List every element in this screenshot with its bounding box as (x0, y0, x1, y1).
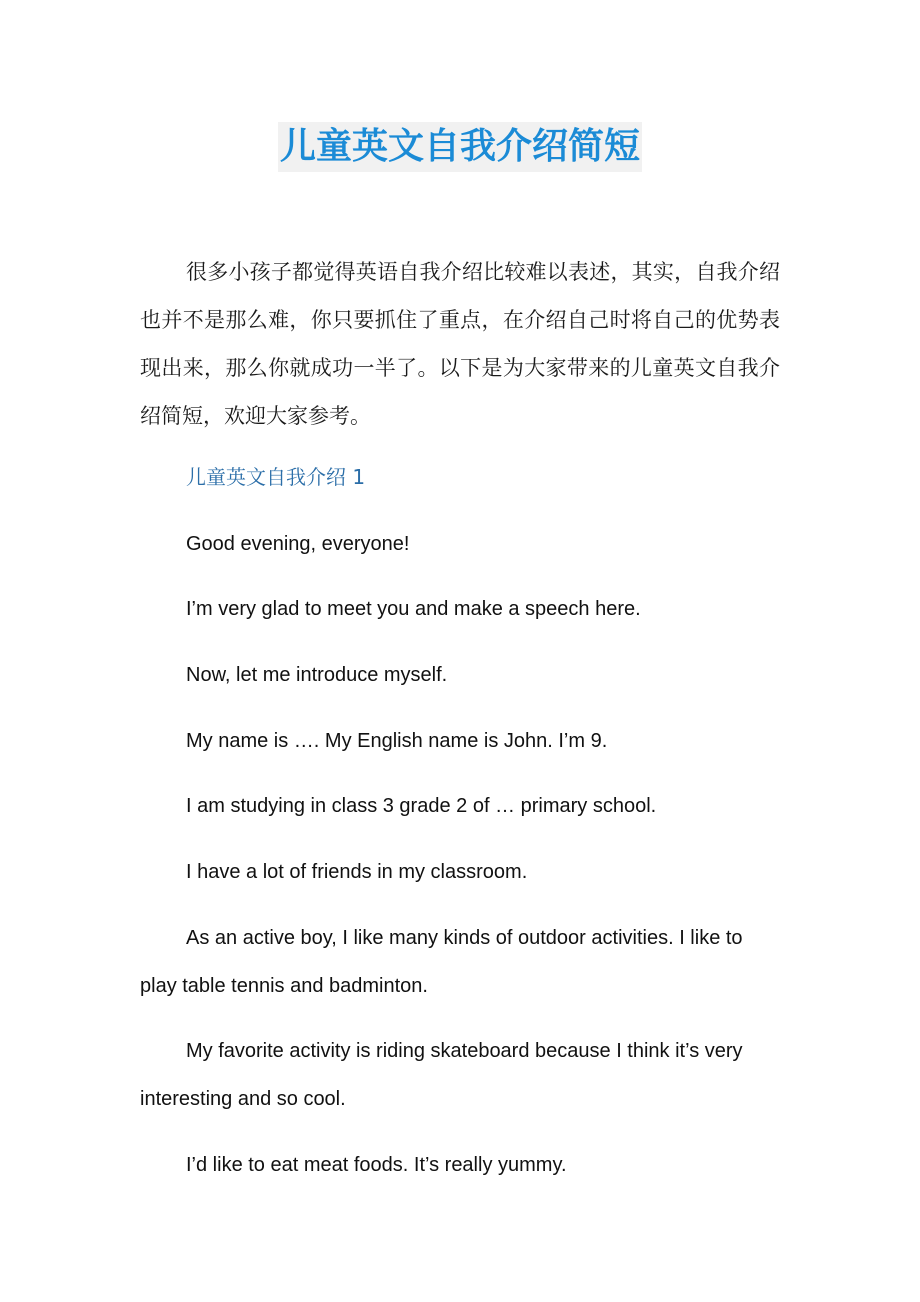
paragraph: I am studying in class 3 grade 2 of … primary school. (186, 795, 657, 817)
paragraph: As an active boy, I like many kinds of outdoor activities. I like to play table tennis and badminton. (140, 927, 743, 997)
paragraph: I’d like to eat meat foods. It’s really yummy. (186, 1154, 567, 1176)
paragraph: I’m very glad to meet you and make a speech here. (186, 598, 641, 620)
paragraph: Good evening, everyone! (186, 533, 410, 555)
paragraph: I have a lot of friends in my classroom. (186, 861, 528, 883)
paragraph: My name is …. My English name is John. I’m 9. (186, 730, 608, 752)
intro-paragraph: 很多小孩子都觉得英语自我介绍比较难以表述，其实，自我介绍也并不是那么难，你只要抓住了重点，在介绍自己时将自己的优势表现出来，那么你就成功一半了。以下是为大家带来的儿童英文自我介绍简短，欢迎大家参考。 (140, 260, 780, 428)
paragraph: Now, let me introduce myself. (186, 664, 448, 686)
section-heading: 儿童英文自我介绍 1 (186, 465, 366, 489)
title-container (0, 122, 920, 172)
document-title: 儿童英文自我介绍简短 (278, 122, 642, 172)
paragraph: My favorite activity is riding skateboard because I think it’s very interesting and so cool. (140, 1040, 743, 1110)
